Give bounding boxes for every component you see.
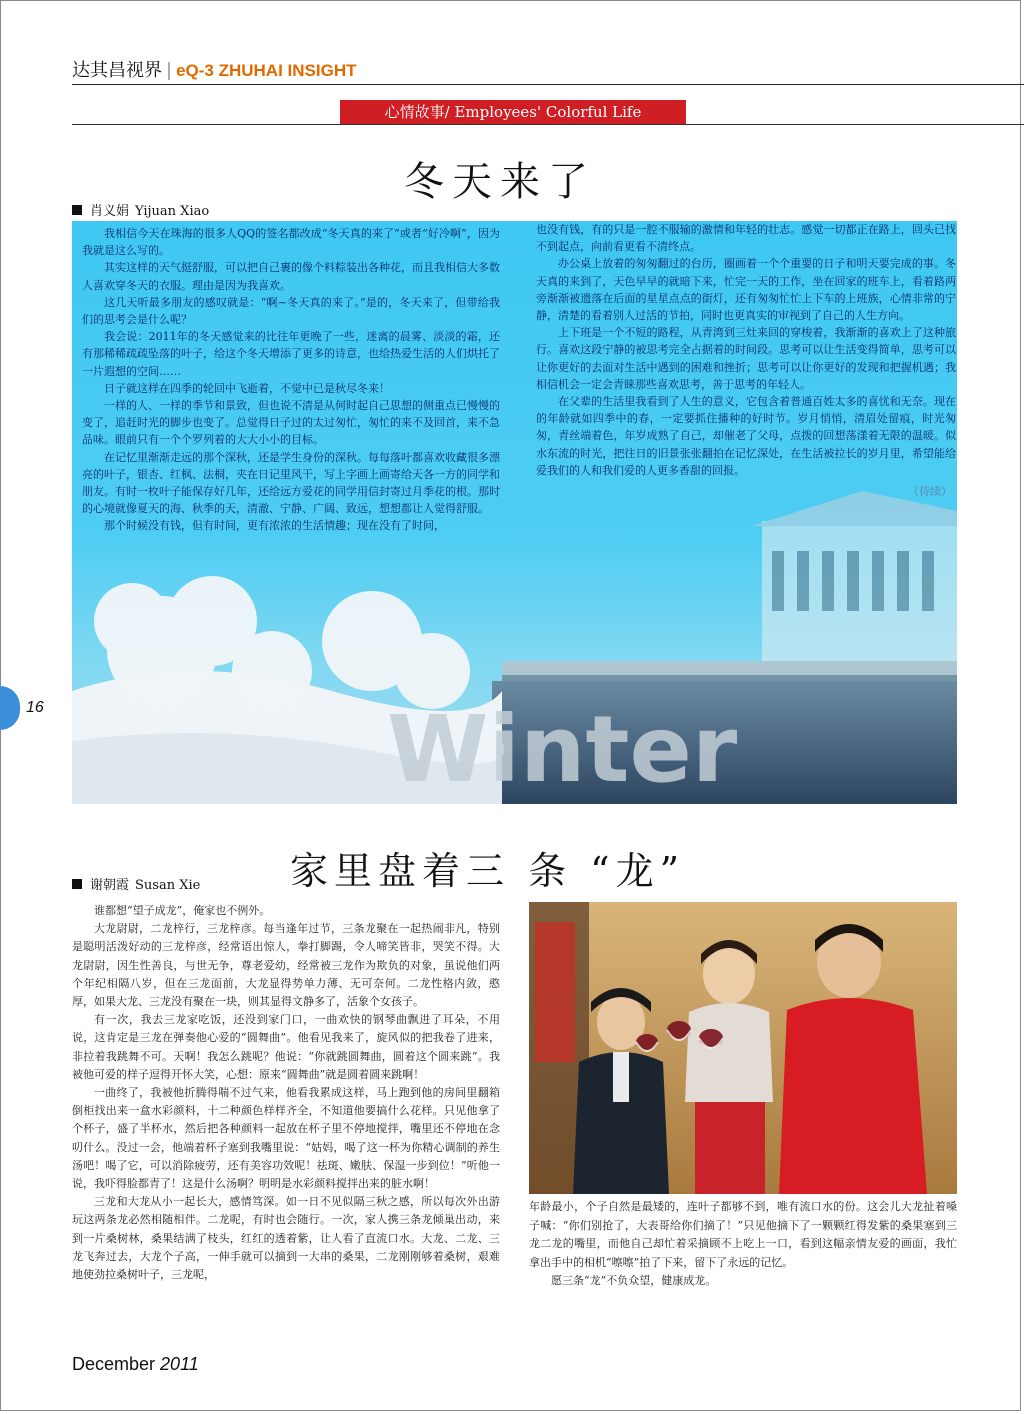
article2-byline (72, 874, 200, 893)
footer-year: 2011 (160, 1354, 199, 1374)
page-number-tab (0, 686, 20, 730)
article1-title: 冬天来了 (404, 159, 596, 205)
header-cn: 达其昌视界 (72, 60, 162, 81)
article1-byline (72, 200, 209, 219)
article1-right-paragraph: 上下班是一个不短的路程，从青湾到三灶来回的穿梭着，我渐渐的喜欢上了这种旅行。喜欢这段宁静的被思考完全占据着的时间段。思考可以让生活变得简单，思考可以让你更好的去面对生活中遇到的困难和挫折；思考可以让你更好的发现和把握机遇；我相信机会一定会青睐那些喜欢思考，善于思考的年轻人。 (536, 326, 956, 391)
section-rule (72, 124, 1024, 125)
article2-author-en: Susan Xie (135, 878, 201, 893)
article2-paragraph: 三龙和大龙从小一起长大，感情笃深。如一日不见似隔三秋之感，所以每次外出游玩这两条龙必然相随相伴。二龙呢，有时也会随行。一次，家人携三条龙倾巢出动，来到一片桑树林，桑果结满了枝头，红红的透着紫，让人看了直流口水。大龙、二龙、三龙飞奔过去，大龙个子高，一伸手就可以摘到一大串的桑果，二龙刚刚够着桑树，艰难地使劲拉桑树叶子，三龙呢， (72, 1195, 500, 1282)
winter-feature (72, 221, 957, 804)
winter-watermark: Winter (387, 696, 738, 803)
article2-paragraph: 年龄最小，个子自然是最矮的，连叶子都够不到，唯有流口水的份。这会儿大龙扯着嗓子喊：“你们别抢了，大表哥给你们摘了！”只见他摘下了一颗颗红得发紫的桑果塞到三龙二龙的嘴里，而他自己却忙着采摘顾不上吃上一口，看到这幅亲情友爱的画面，我忙拿出手中的相机“嚓嚓”拍了下来，留下了永远的记忆。 (529, 1200, 957, 1269)
byline-square (72, 879, 82, 889)
article1-left-paragraph: 这几天听最多朋友的感叹就是：“啊~冬天真的来了。”是的，冬天来了，但带给我们的思考会是什么呢？ (82, 295, 500, 327)
article1-left-paragraph: 那个时候没有钱，但有时间，更有浓浓的生活情趣；现在没有了时间， (104, 519, 445, 533)
header-rule (72, 84, 1024, 85)
article1-author-cn: 肖义娟 (90, 204, 130, 219)
article2-title: 家里盘着三 条 “龙” (290, 849, 686, 893)
article2-author-cn: 谢朝霞 (90, 878, 130, 893)
children-photo-illustration (529, 902, 957, 1194)
article1-right-paragraph: 办公桌上放着的匆匆翻过的台历，圈画着一个个重要的日子和明天要完成的事。冬天真的来到了，天色早早的就暗下来，忙完一天的工作，坐在回家的班车上，看着路两旁渐渐被遗落在后面的星星点点的街灯，还有匆匆忙忙上下车的上班族，心情非常的宁静，清楚的看着别人过活的节拍，同时也更真实的审视到了自己的人生方向。 (536, 257, 956, 323)
article1-right-column (536, 221, 956, 500)
magazine-header (72, 56, 356, 82)
byline-square (72, 205, 82, 215)
article1-author-en: Yijuan Xiao (135, 204, 210, 219)
article2-closing: 愿三条“龙”不负众望，健康成龙。 (551, 1274, 717, 1288)
article2-paragraph: 有一次，我去三龙家吃饭，还没到家门口，一曲欢快的钢琴曲飘进了耳朵，不用说，这肯定是三龙在弹奏他心爱的“圆舞曲”。他看见我来了，旋风似的把我卷了进来，非拉着我跳舞不可。天啊！我怎么跳呢？他说：“你就跳圆舞曲，圆着这个圆来跳”。我被他可爱的样子逗得开怀大笑，心想：原来“圆舞曲”就是圆着圆来跳啊！ (72, 1013, 500, 1081)
continued-note: （待续） (908, 485, 952, 499)
article1-right-paragraph: 在父辈的生活里我看到了人生的意义，它包含着普通百姓太多的喜忧和无奈。现在的年龄就如四季中的春，一定要抓住播种的好时节。岁月悄悄，清眉处留痕，时光匆匆，青丝端着色，年岁成熟了自己，却催老了父母，点拨的回想荡漾着无限的温暖。似水东流的时光，把往日的旧景张张翻拍在记忆深处，在生活被拉长的岁月里，希望能给爱我们的人和我们爱的人更多香甜的回报。 (536, 395, 956, 477)
article1-left-column (82, 225, 500, 535)
article1-left-paragraph: 日子就这样在四季的轮回中飞逝着，不觉中已是秋尽冬来！ (104, 381, 390, 395)
article1-left-paragraph: 我相信今天在珠海的很多人QQ的签名都改成“冬天真的来了”或者“好冷啊”，因为我就是这么写的。 (82, 227, 500, 258)
section-tag: 心情故事/ Employees' Colorful Life (340, 100, 686, 124)
article2-right-column (529, 1198, 957, 1291)
article1-left-paragraph: 在记忆里渐渐走远的那个深秋，还是学生身份的深秋。每每落叶都喜欢收藏很多漂亮的叶子，银杏、红枫、法桐，夹在日记里风干，写上字画上画寄给天各一方的同学和朋友。有时一枚叶子能保存好几年，还给远方爱花的同学用信封寄过月季花的根。那时的心境就像夏天的海、秋季的天，清澈、宁静、广阔、致远，想想都让人觉得舒服。 (82, 450, 500, 516)
article1-left-paragraph: 其实这样的天气挺舒服，可以把自己裹的像个料粽装出各种花，而且我相信大多数人喜欢穿冬天的衣服。理由是因为我喜欢。 (82, 261, 500, 292)
article1-right-paragraph: 也没有钱，有的只是一腔不服输的激情和年轻的壮志。感觉一切都正在路上，回头已找不到起点，向前看更看不清终点。 (536, 223, 956, 254)
article2-paragraph: 一曲终了，我被他折腾得喘不过气来，他看我累成这样，马上跑到他的房间里翻箱倒柜找出来一盒水彩颜料，十二种颜色样样齐全，不知道他要搞什么花样。只见他拿了个杯子，盛了半杯水，然后把各种颜料一起放在杯子里不停地搅拌，嘴里还不停地在念叨什么。没过一会，他端着杯子塞到我嘴里说：“姑妈，喝了这一杯为你精心调制的养生汤吧！喝了它，可以消除疲劳，还有美容功效呢！祛斑、嫩肤、保湿一步到位！”听他一说，我吓得脸都青了！这是什么汤啊？明明是水彩颜料搅拌出来的脏水啊！ (72, 1086, 500, 1191)
article1-left-paragraph: 一样的人、一样的季节和景致，但也说不清是从何时起自己思想的侧重点已慢慢的变了，追赶时光的脚步也变了。总觉得日子过的太过匆忙，匆忙的来不及回首，来不急品味。眼前只有一个个罗列着的大大小小的目标。 (82, 399, 500, 447)
header-separator: | (166, 60, 173, 81)
children-photo (529, 902, 957, 1194)
page-footer (72, 1354, 199, 1375)
article2-left-column (72, 902, 500, 1284)
page-number: 16 (26, 699, 44, 716)
article2-paragraph: 大龙尉尉，二龙梓行，三龙梓彦。每当逢年过节，三条龙聚在一起热闹非凡，特别是聪明活泼好动的三龙梓彦，经常语出惊人，拳打脚踢，令人啼笑皆非，哭笑不得。大龙尉尉，因生性善良，与世无争，尊老爱幼，经常被三龙作为欺负的对象，虽说他们两个年纪相隔八岁，但在三龙面前，大龙显得势单力薄、无可奈何。二龙性格内敛，憨厚，如果大龙、三龙没有聚在一块，则其显得文静多了，活象个女孩子。 (72, 922, 500, 1009)
article2-paragraph: 谁都想“望子成龙”，俺家也不例外。 (94, 904, 271, 917)
header-en: eQ-3 ZHUHAI INSIGHT (176, 61, 357, 80)
footer-month: December (72, 1354, 156, 1374)
article1-left-paragraph: 我会说：2011年的冬天感觉来的比往年更晚了一些，迷离的晨雾、淡淡的霜，还有那稀稀疏疏坠落的叶子，给这个冬天增添了更多的诗意，也给热爱生活的人们烘托了一片遐想的空间…… (82, 330, 500, 378)
